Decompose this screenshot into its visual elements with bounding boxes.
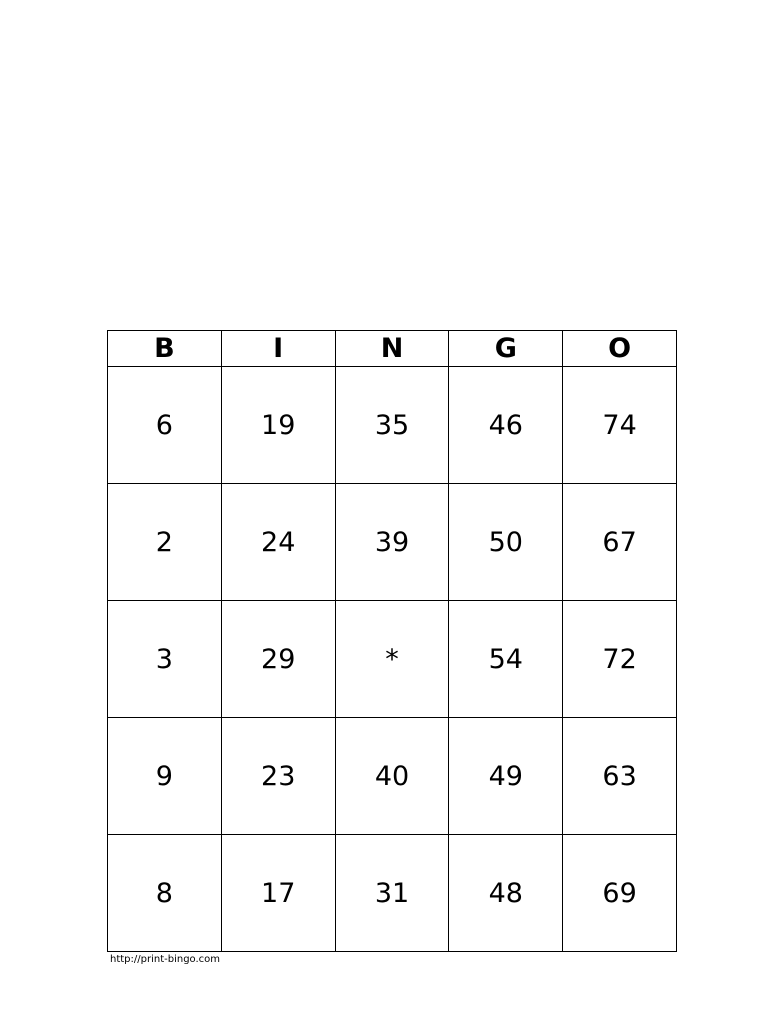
bingo-cell: 24 [221, 484, 335, 601]
bingo-cell: 46 [449, 367, 563, 484]
header-g: G [449, 331, 563, 367]
bingo-cell: 29 [221, 601, 335, 718]
free-space-cell: * [335, 601, 449, 718]
table-row [108, 835, 677, 952]
header-row [108, 331, 677, 367]
source-url-text: http://print-bingo.com [110, 954, 221, 965]
bingo-card [107, 330, 677, 952]
bingo-cell: 50 [449, 484, 563, 601]
bingo-cell: 72 [563, 601, 677, 718]
bingo-cell: 8 [108, 835, 222, 952]
bingo-cell: 49 [449, 718, 563, 835]
bingo-cell: 69 [563, 835, 677, 952]
header-b: B [108, 331, 222, 367]
bingo-cell: 23 [221, 718, 335, 835]
bingo-cell: 54 [449, 601, 563, 718]
bingo-cell: 9 [108, 718, 222, 835]
bingo-cell: 74 [563, 367, 677, 484]
bingo-cell: 63 [563, 718, 677, 835]
header-i: I [221, 331, 335, 367]
bingo-cell: 40 [335, 718, 449, 835]
bingo-cell: 17 [221, 835, 335, 952]
bingo-cell: 31 [335, 835, 449, 952]
bingo-cell: 39 [335, 484, 449, 601]
bingo-cell: 19 [221, 367, 335, 484]
table-row [108, 484, 677, 601]
table-row [108, 601, 677, 718]
bingo-cell: 2 [108, 484, 222, 601]
bingo-cell: 3 [108, 601, 222, 718]
bingo-cell: 6 [108, 367, 222, 484]
bingo-cell: 67 [563, 484, 677, 601]
table-row [108, 718, 677, 835]
bingo-cell: 48 [449, 835, 563, 952]
header-n: N [335, 331, 449, 367]
header-o: O [563, 331, 677, 367]
bingo-cell: 35 [335, 367, 449, 484]
table-row [108, 367, 677, 484]
